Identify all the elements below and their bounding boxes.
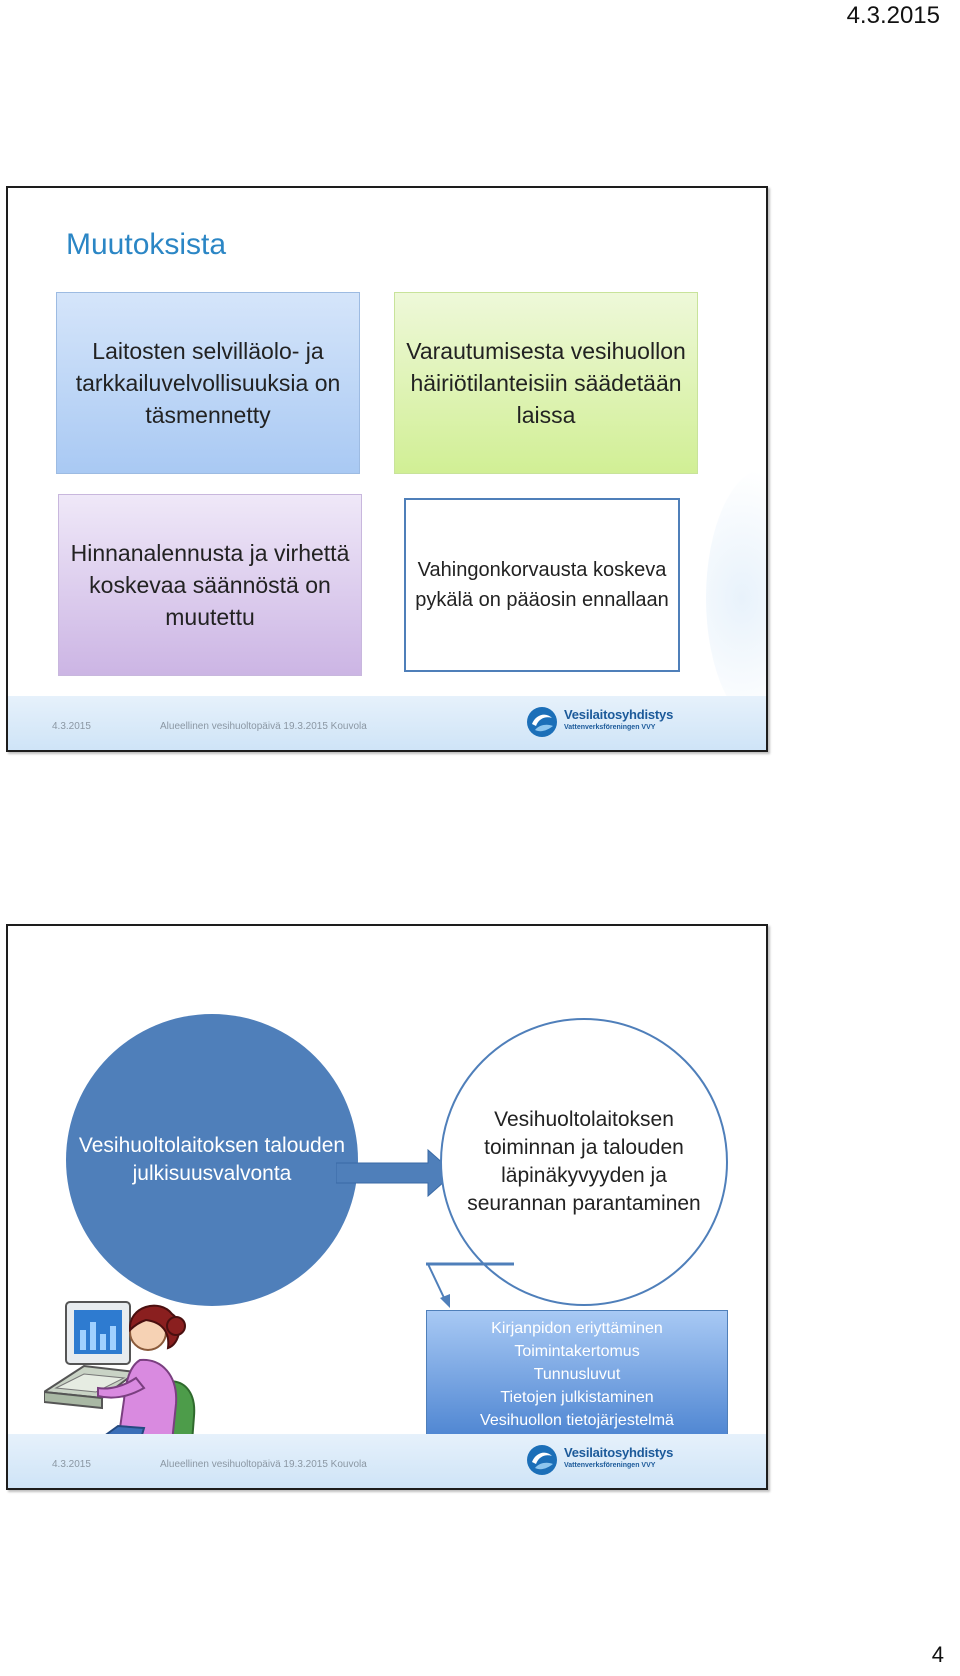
logo-subtitle: Vattenverksföreningen VVY [564,1462,656,1469]
page-number: 4 [931,1642,944,1667]
footer-date: 4.3.2015 [52,1459,91,1470]
page-date: 4.3.2015 [846,2,940,29]
toimenpiteet-list [426,1310,728,1438]
list-item: Kirjanpidon eriyttäminen [491,1319,663,1337]
slide-footer [8,696,766,750]
woman-at-computer-icon [44,1296,204,1444]
box-hinnanalennus [58,494,362,676]
background-swoosh [706,468,768,728]
list-item: Vesihuollon tietojärjestelmä [480,1411,674,1429]
slide-julkisuusvalvonta [6,924,768,1490]
slide-footer [8,1434,766,1488]
list-item: Toimintakertomus [514,1342,640,1360]
logo-subtitle: Vattenverksföreningen VVY [564,724,656,731]
footer-event: Alueellinen vesihuoltopäivä 19.3.2015 Kouvola [160,1459,367,1470]
list-item: Tunnusluvut [533,1365,621,1383]
box-varautuminen-text: Varautumisesta vesihuollon häiriötilanteisiin säädetään laissa [406,338,686,428]
slide-muutoksista [6,186,768,752]
box-selvillaolo-text: Laitosten selvilläolo- ja tarkkailuvelvollisuuksia on täsmennetty [75,338,341,428]
slide-title: Muutoksista [66,228,227,261]
circle-julkisuusvalvonta [66,1014,358,1306]
logo-title: Vesilaitosyhdistys [564,1445,674,1460]
circle-lapinakyvyys-text: Vesihuoltolaitoksen toiminnan ja talouden läpinäkyvyyden ja seurannan parantaminen [467,1108,701,1215]
logo-title: Vesilaitosyhdistys [564,707,674,722]
water-drop-logo-icon [526,1444,558,1476]
footer-event: Alueellinen vesihuoltopäivä 19.3.2015 Kouvola [160,721,367,732]
vvy-logo [526,1442,676,1478]
water-drop-logo-icon [526,706,558,738]
box-vahingonkorvaus-text: Vahingonkorvausta koskeva pykälä on pääosin ennallaan [415,559,669,611]
vvy-logo [526,704,676,740]
box-varautuminen [394,292,698,474]
connector-arrow-icon [424,1260,524,1310]
list-item: Tietojen julkistaminen [500,1388,654,1406]
box-selvillaolo [56,292,360,474]
right-arrow-icon [336,1148,456,1198]
box-vahingonkorvaus [404,498,680,672]
footer-date: 4.3.2015 [52,721,91,732]
circle-julkisuusvalvonta-text: Vesihuoltolaitoksen talouden julkisuusvalvonta [78,1134,346,1185]
box-hinnanalennus-text: Hinnanalennusta ja virhettä koskevaa säännöstä on muutettu [70,540,350,630]
